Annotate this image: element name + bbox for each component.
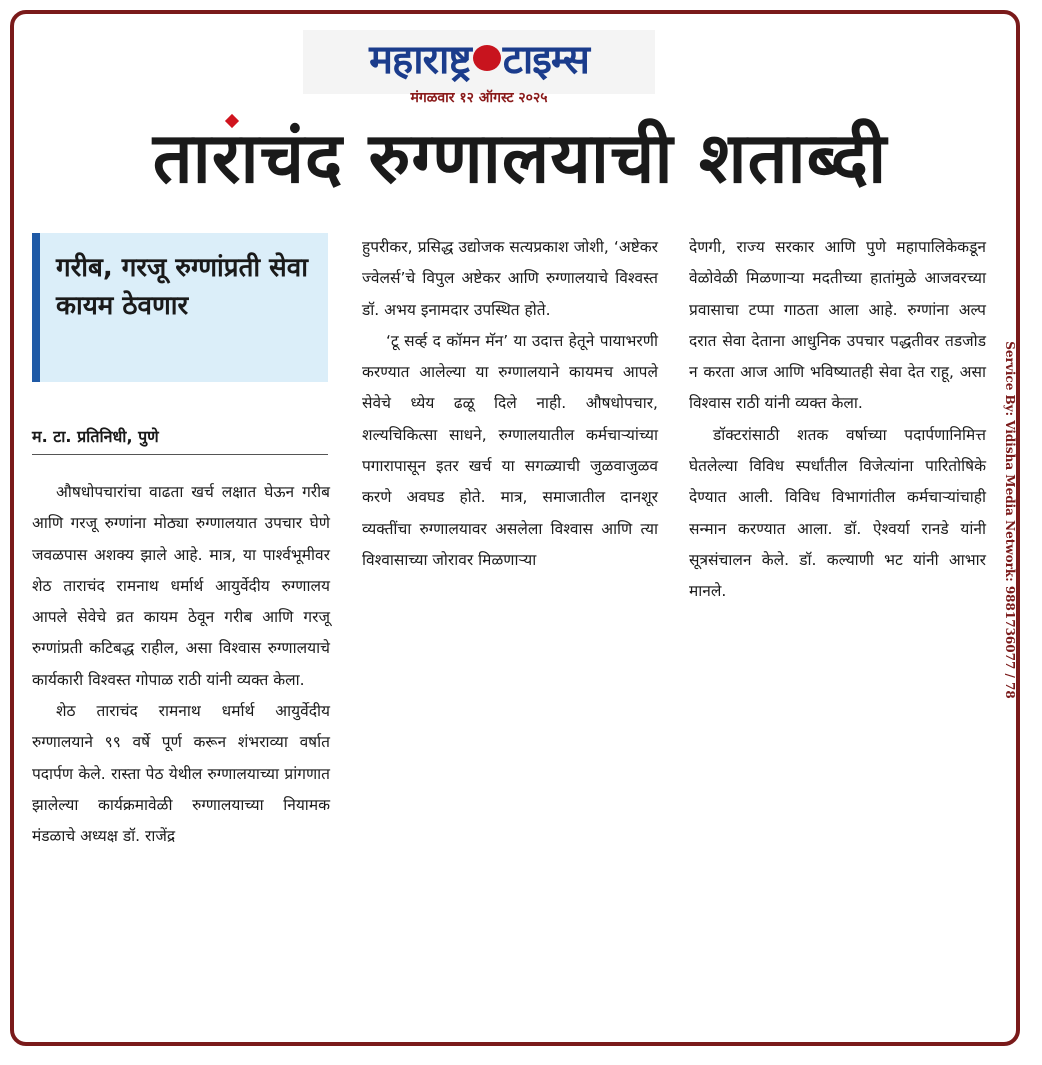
logo-emblem-icon (473, 45, 501, 71)
paragraph: हुपरीकर, प्रसिद्ध उद्योजक सत्यप्रकाश जोशी, ‘अष्टेकर ज्वेलर्स’चे विपुल अष्टेकर आणि रुग्णालयाचे विश्वस्त डॉ. अभय इनामदार उपस्थित होते. (362, 238, 658, 319)
paragraph: देणगी, राज्य सरकार आणि पुणे महापालिकेकडून वेळोवेळी मिळणाऱ्या मदतीच्या हातांमुळे आजवरच्या प्रवासाचा टप्पा गाठता आला आहे. रुग्णांना अल्प दरात सेवा देताना आधुनिक उपचार पद्धतीवर तडजोड न करता आज आणि भविष्यातही सेवा देत राहू, असा विश्वास राठी यांनी व्यक्त केला. (689, 238, 986, 413)
service-credit (1002, 330, 1018, 710)
publication-date: मंगळवार १२ ऑगस्ट २०२५ (410, 90, 548, 106)
article-column-2 (362, 232, 658, 576)
byline-divider (32, 454, 328, 455)
logo-text-left: महाराष्ट्र (369, 37, 471, 83)
headline: ताराचंद रुग्णालयाची शताब्दी (152, 117, 888, 199)
article-column-1 (32, 477, 330, 853)
paragraph: शेठ ताराचंद रामनाथ धर्मार्थ आयुर्वेदीय रुग्णालयाने ९९ वर्षे पूर्ण करून शंभराव्या वर्षात पदार्पण केले. रास्ता पेठ येथील रुग्णालयाच्या प्रांगणात झालेल्या कार्यक्रमावेळी रुग्णालयाच्या नियामक मंडळाचे अध्यक्ष डॉ. राजेंद्र (32, 702, 330, 846)
paragraph: औषधोपचारांचा वाढता खर्च लक्षात घेऊन गरीब आणि गरजू रुग्णांना मोठ्या रुग्णालयात उपचार घेणे जवळपास अशक्य झाले आहे. मात्र, या पार्श्वभूमीवर शेठ ताराचंद रामनाथ धर्मार्थ आयुर्वेदीय रुग्णालय आपले सेवेचे व्रत कायम ठेवून गरीब आणि गरजू रुग्णांप्रती कटिबद्ध राहील, असा विश्वास रुग्णालयाचे कार्यकारी विश्वस्त गोपाळ राठी यांनी व्यक्त केला. (32, 483, 330, 689)
byline: म. टा. प्रतिनिधी, पुणे (32, 427, 159, 446)
subheadline: गरीब, गरजू रुग्णांप्रती सेवा कायम ठेवणार (56, 253, 308, 321)
logo-text-right: टाइम्स (502, 37, 589, 83)
newspaper-logo (303, 34, 655, 86)
masthead (303, 30, 655, 94)
paragraph: डॉक्टरांसाठी शतक वर्षाच्या पदार्पणानिमित्त घेतलेल्या विविध स्पर्धांतील विजेत्यांना पारितोषिके देण्यात आली. विविध विभागांतील कर्मचाऱ्यांचाही सन्मान करण्यात आला. डॉ. ऐश्वर्या रानडे यांनी सूत्रसंचालन केले. डॉ. कल्याणी भट यांनी आभार मानले. (689, 425, 986, 601)
paragraph: ‘टू सर्व्ह द कॉमन मॅन’ या उदात्त हेतूने पायाभरणी करण्यात आलेल्या या रुग्णालयाने कायमच आपले सेवेचे ध्येय ढळू दिले नाही. औषधोपचार, शल्यचिकित्सा साधने, रुग्णालयातील कर्मचाऱ्यांच्या पगारापासून इतर खर्च या सगळ्याची जुळवाजुळव करणे अवघड होते. मात्र, समाजातील दानशूर व्यक्तींचा रुग्णालयावर असलेला विश्वास आणि त्या विश्वासाच्या जोरावर मिळणाऱ्या (362, 331, 658, 569)
service-credit-text: Service By: Vidisha Media Network: 9881736077 / 78 (1003, 341, 1017, 699)
subheadline-box (32, 233, 328, 382)
article-column-3 (689, 232, 986, 608)
